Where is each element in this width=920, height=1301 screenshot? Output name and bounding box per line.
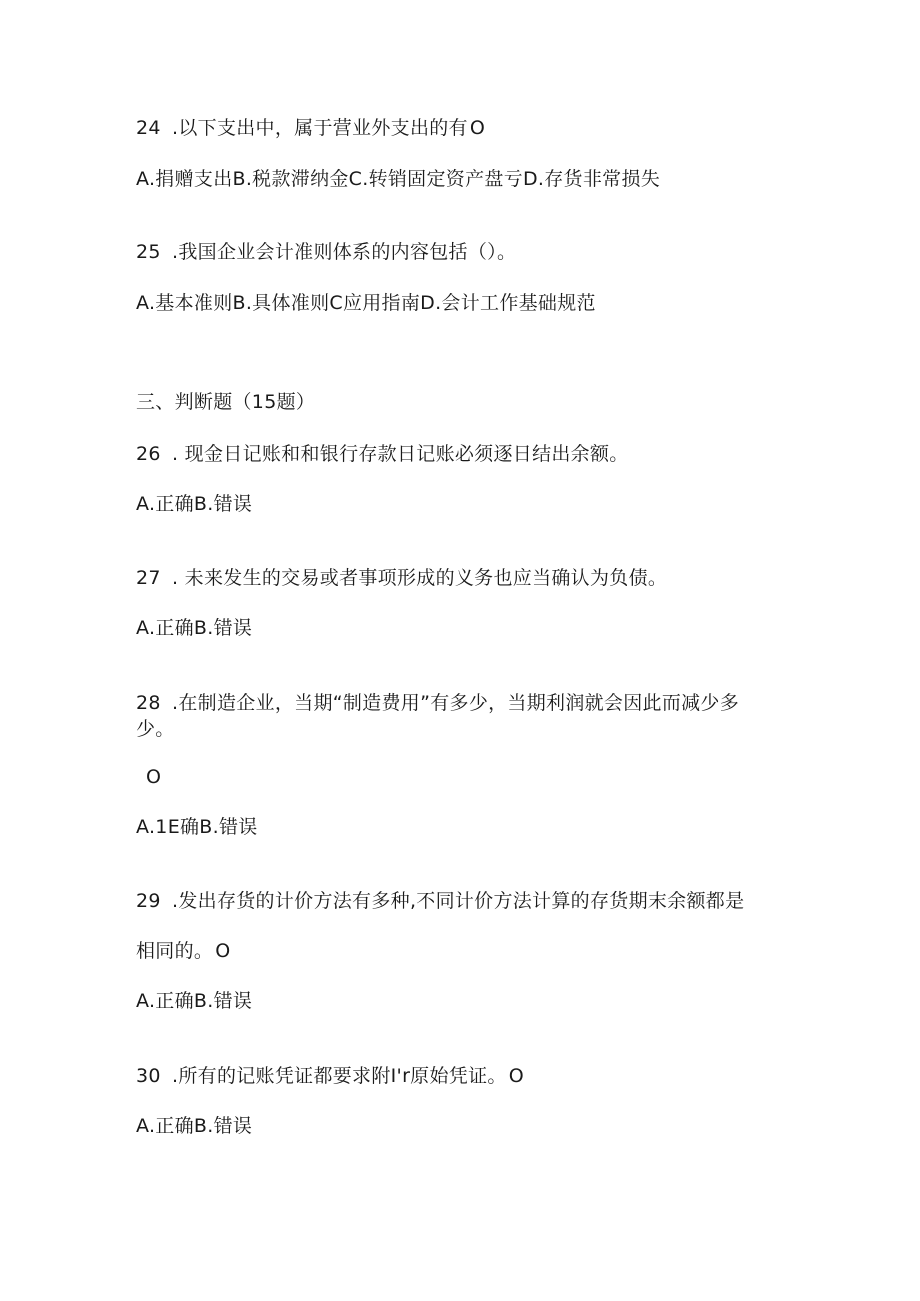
question-29-options: A.正确B.错误 bbox=[136, 990, 253, 1012]
question-text: .以下支出中，属于营业外支出的有 bbox=[172, 117, 468, 139]
question-25-stem bbox=[136, 239, 516, 265]
section-heading: 三、判断题（15题） bbox=[136, 391, 316, 413]
answer-blank-mark: O bbox=[146, 766, 162, 788]
question-27-options: A.正确B.错误 bbox=[136, 617, 253, 639]
question-26-options: A.正确B.错误 bbox=[136, 493, 253, 515]
question-29-stem-continued bbox=[136, 938, 230, 964]
question-number: 28 bbox=[136, 692, 161, 714]
question-text: . 现金日记账和和银行存款日记账必须逐日结出余额。 bbox=[172, 443, 629, 465]
question-24-options: A.捐赠支出B.税款滞纳金C.转销固定资产盘亏D.存货非常损失 bbox=[136, 168, 661, 190]
question-text: .在制造企业，当期“制造费用”有多少，当期利润就会因此而减少多 bbox=[172, 692, 740, 714]
question-30-stem bbox=[136, 1063, 524, 1089]
question-28-stem-continued: 少。 bbox=[136, 718, 175, 740]
question-number: 24 bbox=[136, 117, 161, 139]
question-text: .发出存货的计价方法有多种,不同计价方法计算的存货期末余额都是 bbox=[172, 890, 745, 912]
question-27-stem bbox=[136, 565, 667, 591]
question-26-stem bbox=[136, 441, 629, 467]
question-30-options: A.正确B.错误 bbox=[136, 1115, 253, 1137]
question-28-stem bbox=[136, 690, 739, 716]
question-number: 30 bbox=[136, 1065, 161, 1087]
question-25-options: A.基本准则B.具体准则C应用指南D.会计工作基础规范 bbox=[136, 292, 596, 314]
question-text: 相同的。 bbox=[136, 940, 214, 962]
answer-blank-mark: O bbox=[215, 940, 231, 962]
question-number: 29 bbox=[136, 890, 161, 912]
answer-blank-mark: O bbox=[469, 117, 486, 139]
question-29-stem bbox=[136, 888, 744, 914]
question-text: . 未来发生的交易或者事项形成的义务也应当确认为负债。 bbox=[172, 567, 668, 589]
question-number: 26 bbox=[136, 443, 161, 465]
question-text: .所有的记账凭证都要求附I'r原始凭证。 bbox=[172, 1065, 507, 1087]
question-24-stem bbox=[136, 115, 485, 141]
question-28-options: A.1E确B.错误 bbox=[136, 816, 258, 838]
question-number: 25 bbox=[136, 241, 161, 263]
question-text: .我国企业会计准则体系的内容包括（）。 bbox=[172, 241, 517, 263]
answer-blank-mark: O bbox=[508, 1065, 524, 1087]
question-number: 27 bbox=[136, 567, 161, 589]
